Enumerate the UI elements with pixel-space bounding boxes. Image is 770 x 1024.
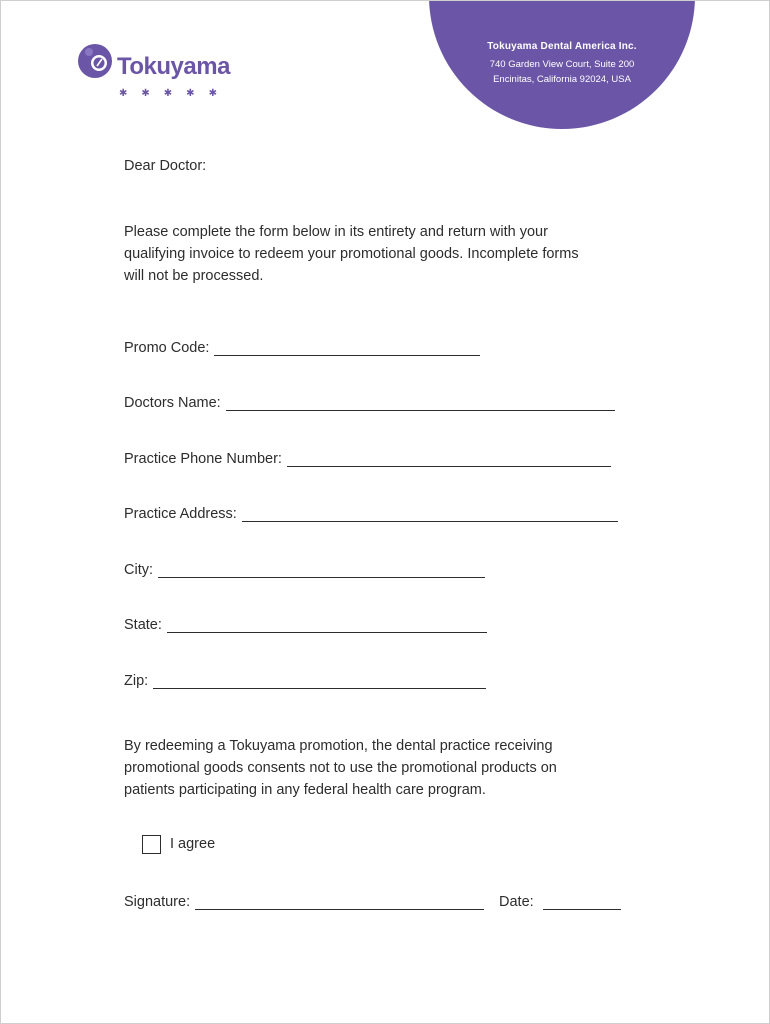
star-icon: ✱ [141,88,150,99]
company-name: Tokuyama Dental America Inc. [487,41,637,52]
intro-line-2: qualifying invoice to redeem your promotional goods. Incomplete forms [124,246,579,262]
city-input-line[interactable] [158,563,485,578]
promo-code-label: Promo Code: [124,340,210,356]
doctor-name-input-line[interactable] [226,396,615,411]
state-input-line[interactable] [167,618,487,633]
address-input-line[interactable] [242,507,618,522]
consent-line-3: patients participating in any federal health care program. [124,782,486,798]
intro-line-1: Please complete the form below in its entirety and return with your [124,224,548,240]
tokuyama-logo [75,39,235,105]
state-field [124,613,487,633]
header-circle [429,0,695,129]
logo-text: Tokuyama [117,53,230,80]
agree-label: I agree [170,836,216,852]
agree-checkbox[interactable] [142,835,161,854]
city-field [124,558,485,578]
star-icon: ✱ [163,88,173,99]
consent-line-1: By redeeming a Tokuyama promotion, the dental practice receiving [124,738,553,754]
star-icon: ✱ [186,88,195,99]
signature-field [124,890,484,910]
address-field [124,502,618,522]
zip-label: Zip: [124,673,149,689]
zip-field [124,669,486,689]
address-line-2: Encinitas, California 92024, USA [493,74,631,85]
date-field [499,890,621,910]
date-input-line[interactable] [543,895,621,910]
logo-mark-icon [75,41,115,81]
logo-dots [119,89,217,99]
address-line-1: 740 Garden View Court, Suite 200 [489,59,635,70]
date-label: Date: [499,894,534,910]
signature-input-line[interactable] [195,895,484,910]
city-label: City: [124,562,153,578]
salutation: Dear Doctor: [124,158,207,174]
phone-label: Practice Phone Number: [124,451,282,467]
promo-code-input-line[interactable] [214,341,480,356]
consent-line-2: promotional goods consents not to use the promotional products on [124,760,557,776]
address-label: Practice Address: [124,506,237,522]
star-icon: ✱ [208,88,217,99]
zip-input-line[interactable] [153,674,486,689]
doctor-name-field [124,391,615,411]
star-icon: ✱ [119,88,128,99]
signature-label: Signature: [124,894,191,910]
promo-code-field [124,336,480,356]
state-label: State: [124,617,162,633]
phone-field [124,447,611,467]
phone-input-line[interactable] [287,452,611,467]
doctor-name-label: Doctors Name: [124,395,221,411]
intro-line-3: will not be processed. [124,268,264,284]
